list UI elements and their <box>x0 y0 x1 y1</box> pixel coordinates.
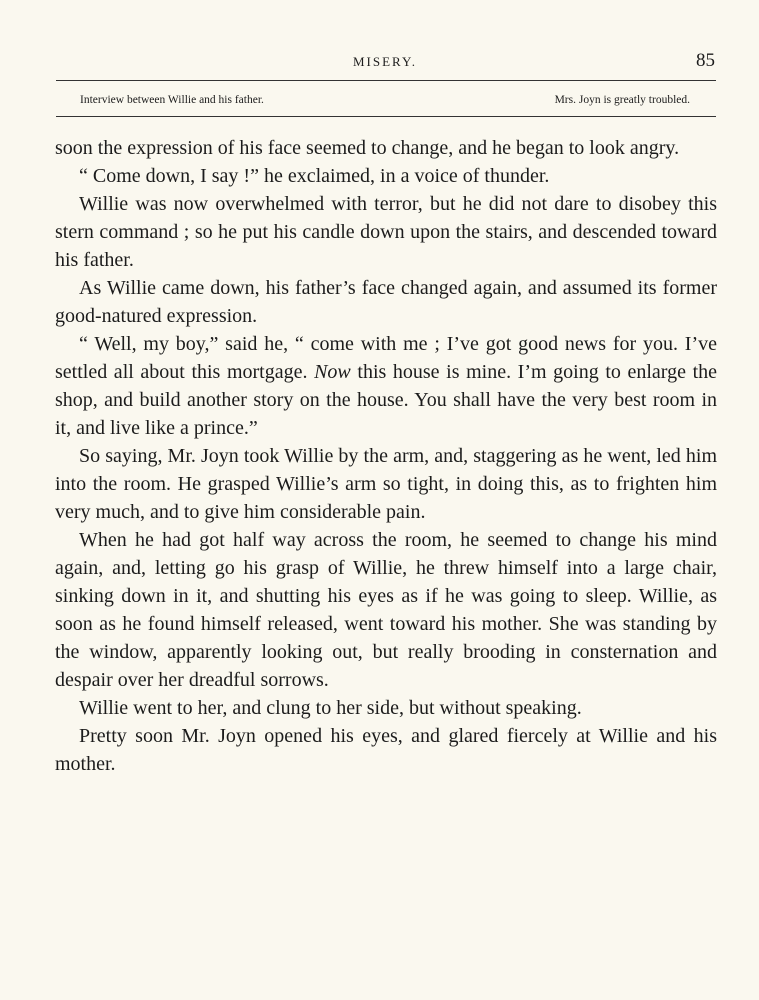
synopsis-left: Interview between Willie and his father. <box>80 94 264 106</box>
paragraph-part: “ Well, my boy,” said he, “ come with me ; I’ve got good news for you. I’ve settled all about this mortgage. <box>55 333 717 383</box>
paragraph: As Willie came down, his father’s face changed again, and assumed its former good-natured expression. <box>55 277 717 327</box>
paragraph: Pretty soon Mr. Joyn opened his eyes, and glared fiercely at Willie and his mother. <box>55 725 717 775</box>
paragraph <box>55 330 717 442</box>
paragraph: When he had got half way across the room, he seemed to change his mind again, and, letting go his grasp of Willie, he threw himself into a large chair, sinking down in it, and shutting his eyes as if he was going to sleep. Willie, as soon as he found himself released, went toward his mother. She was standing by the window, apparently looking out, but really brooding in consternation and despair over her dreadful sorrows. <box>55 529 717 691</box>
paragraph: soon the expression of his face seemed to change, and he began to look angry. <box>55 137 680 159</box>
running-head <box>55 50 715 74</box>
header-rule-bottom <box>56 116 716 117</box>
paragraph: Willie was now overwhelmed with terror, but he did not dare to disobey this stern command ; so he put his candle down upon the stairs, and descended toward his father. <box>55 193 717 271</box>
paragraph: Willie went to her, and clung to her side, but without speaking. <box>79 697 582 719</box>
page-number: 85 <box>696 50 715 71</box>
header-rule-top <box>56 80 716 81</box>
emphasis-word: Now <box>314 361 351 383</box>
synopsis-right: Mrs. Joyn is greatly troubled. <box>554 94 690 106</box>
body-text <box>55 134 717 778</box>
paragraph: “ Come down, I say !” he exclaimed, in a voice of thunder. <box>79 165 550 187</box>
synopsis-line <box>80 94 690 112</box>
paragraph-part: this house is mine. I’m going to enlarge the shop, and build another story on the house. You shall have the very best room in it, and live like a prince.” <box>55 361 718 439</box>
running-title: MISERY. <box>353 54 417 69</box>
paragraph: So saying, Mr. Joyn took Willie by the arm, and, staggering as he went, led him into the room. He grasped Willie’s arm so tight, in doing this, as to frighten him very much, and to give him considerable pain. <box>55 445 717 523</box>
